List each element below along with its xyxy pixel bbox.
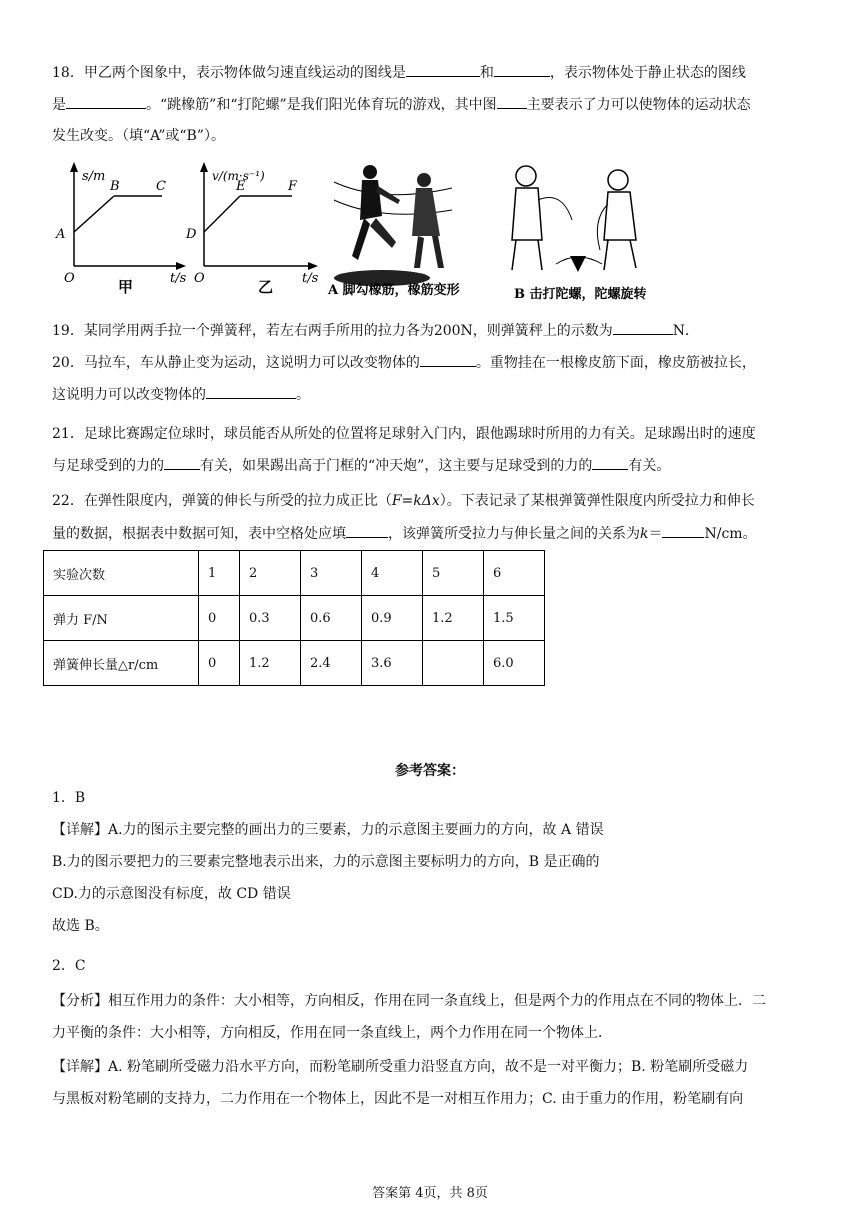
q18-line3: 发生改变。（填“A”或“B”）。 <box>52 128 225 144</box>
table-cell: 3 <box>301 551 362 596</box>
table-cell: 实验次数 <box>44 551 199 596</box>
table-cell: 2 <box>240 551 301 596</box>
q20-line2: 这说明力可以改变物体的 。 <box>52 384 822 405</box>
answer-blank[interactable] <box>346 523 388 538</box>
yi-point-d: D <box>186 227 197 242</box>
table-cell: 0 <box>199 641 240 686</box>
answer-line: 1．B <box>52 790 86 806</box>
answer-blank[interactable] <box>420 352 476 367</box>
caption-a: A 脚勾橡筋，橡筋变形 <box>328 283 460 298</box>
page-footer: 答案第 4页，共 8页 <box>372 1186 488 1201</box>
q21-line1: 21．足球比赛踢定位球时，球员能否从所处的位置将足球射入门内，跟他踢球时所用的力有关。足球踢出时的速度 <box>52 426 756 442</box>
table-cell: 0.6 <box>301 596 362 641</box>
table-cell: 4 <box>362 551 423 596</box>
jia-point-a: A <box>56 227 66 242</box>
q22-line1: 22．在弹性限度内，弹簧的伸长与所受的拉力成正比（F=kΔx）。下表记录了某根弹簧弹性限度内所受拉力和伸长 <box>52 493 755 509</box>
answer-line: 【详解】A. 粉笔刷所受磁力沿水平方向，而粉笔刷所受重力沿竖直方向，故不是一对平衡力；B. 粉笔刷所受磁力 <box>52 1059 749 1075</box>
answer-line: 故选 B。 <box>52 918 109 934</box>
answer-line: 与黑板对粉笔刷的支持力，二力作用在一个物体上，因此不是一对相互作用力；C. 由于重力的作用，粉笔刷有向 <box>52 1091 744 1107</box>
graph-jia <box>55 162 187 296</box>
graph-yi <box>185 162 319 296</box>
answer-blank[interactable] <box>206 384 296 399</box>
answer-line: 2．C <box>52 958 86 974</box>
answer-line: CD.力的示意图没有标度，故 CD 错误 <box>52 886 291 902</box>
table-row <box>44 551 545 596</box>
answer-blank[interactable] <box>66 94 146 109</box>
jia-caption: 甲 <box>118 278 134 296</box>
table-cell: 1.2 <box>240 641 301 686</box>
table-cell: 1.5 <box>484 596 545 641</box>
yi-point-f: F <box>288 179 298 194</box>
table-cell: 0 <box>199 596 240 641</box>
table-cell: 6.0 <box>484 641 545 686</box>
table-row <box>44 596 545 641</box>
q22-line2: 量的数据，根据表中数据可知，表中空格处应填 ，该弹簧所受拉力与伸长量之间的关系为k＝ N/cm。 <box>52 523 822 544</box>
q21-line2: 与足球受到的力的 有关，如果踢出高于门框的“冲天炮”，这主要与足球受到的力的 有关。 <box>52 455 822 476</box>
answers-title: 参考答案： <box>395 763 465 779</box>
yi-ylabel: v/(m·s⁻¹) <box>212 169 265 183</box>
jia-point-b: B <box>110 179 120 194</box>
table-cell: 0.3 <box>240 596 301 641</box>
table-cell: 弹簧伸长量△r/cm <box>44 641 199 686</box>
table-cell: 6 <box>484 551 545 596</box>
jia-origin: O <box>64 271 75 286</box>
q18-line2: 是 。“跳橡筋”和“打陀螺”是我们阳光体育玩的游戏，其中图 主要表示了力可以使物体的运动状态 <box>52 94 822 115</box>
table-cell: 2.4 <box>301 641 362 686</box>
answer-blank[interactable] <box>613 320 673 335</box>
answer-blank[interactable] <box>497 94 527 109</box>
table-cell: 1 <box>199 551 240 596</box>
answer-blank[interactable] <box>164 455 200 470</box>
q20-line1: 20．马拉车，车从静止变为运动，这说明力可以改变物体的 。重物挂在一根橡皮筋下面，橡皮筋被拉长， <box>52 352 822 373</box>
yi-origin: O <box>194 271 205 286</box>
data-table <box>43 550 545 686</box>
table-cell <box>423 641 484 686</box>
answer-line: 【详解】A.力的图示主要完整的画出力的三要素，力的示意图主要画力的方向，故 A 错误 <box>52 822 604 838</box>
q19: 19．某同学用两手拉一个弹簧秤，若左右两手所用的拉力各为200N，则弹簧秤上的示数为 N． <box>52 320 822 341</box>
yi-xlabel: t/s <box>302 271 319 286</box>
table-cell: 5 <box>423 551 484 596</box>
caption-b: B 击打陀螺，陀螺旋转 <box>514 287 647 302</box>
answer-line: B.力的图示要把力的三要素完整地表示出来，力的示意图主要标明力的方向，B 是正确的 <box>52 854 600 870</box>
figures <box>52 160 692 310</box>
jia-point-c: C <box>156 179 166 194</box>
answer-line: 力平衡的条件：大小相等，方向相反，作用在同一条直线上，两个力作用在同一个物体上． <box>52 1025 612 1041</box>
answer-blank[interactable] <box>494 62 550 77</box>
yi-point-e: E <box>236 179 246 194</box>
yi-caption: 乙 <box>258 278 274 296</box>
jia-xlabel: t/s <box>170 271 187 286</box>
table-cell: 1.2 <box>423 596 484 641</box>
table-cell: 3.6 <box>362 641 423 686</box>
formula: F=kΔx <box>391 493 440 509</box>
answer-blank[interactable] <box>406 62 480 77</box>
table-cell: 0.9 <box>362 596 423 641</box>
answer-line: 【分析】相互作用力的条件：大小相等，方向相反，作用在同一条直线上，但是两个力的作用点在不同的物体上．二 <box>52 993 766 1009</box>
answer-blank[interactable] <box>662 523 704 538</box>
jia-ylabel: s/m <box>82 169 106 184</box>
table-row <box>44 641 545 686</box>
table-cell: 弹力 F/N <box>44 596 199 641</box>
q18-line1: 18．甲乙两个图象中，表示物体做匀速直线运动的图线是 和 ，表示物体处于静止状态的图线 <box>52 62 822 83</box>
rubber-band-illustration <box>327 165 461 298</box>
answer-blank[interactable] <box>592 455 628 470</box>
spinning-top-illustration <box>512 166 647 302</box>
